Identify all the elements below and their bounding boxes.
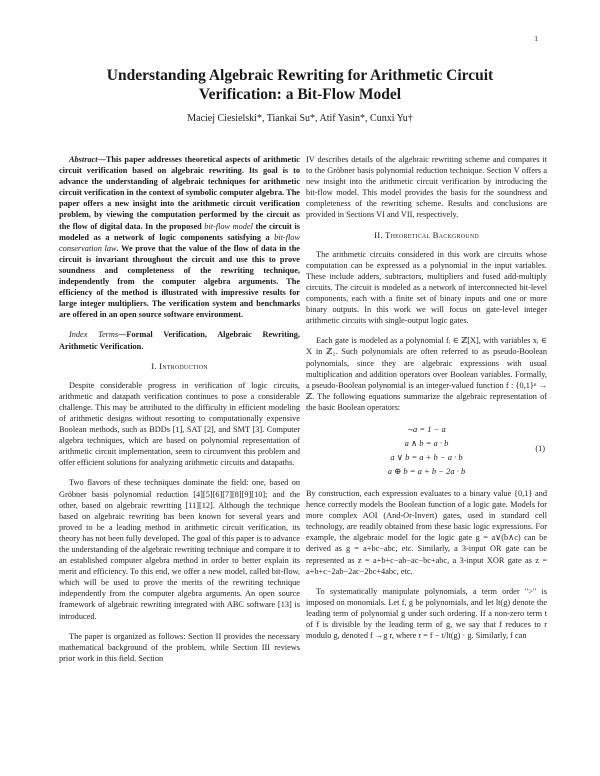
equation: ¬a = 1 − a xyxy=(407,423,446,434)
abstract-text-3: . We prove that the value of the flow of data in the circuit is invariant throughout the circuit and use this to prove soundness and completeness of the rewriting technique, independently from the computer algebra arguments. The efficiency of the method is illustrated with impressive results for large integer multipliers. The verification system and benchmarks are offered in an open source software environment. xyxy=(59,243,300,320)
paragraph: The arithmetic circuits considered in this work are circuits whose computation can be expressed as a polynomial in the input variables. These include adders, subtractors, multipliers and fused add-multiply circuits. The circuit is modeled as a network of interconnected bit-level components, each with a finite set of binary inputs and one or more binary outputs. In this work we will focus on gate-level integer arithmetic circuits with single-output logic gates. xyxy=(306,249,547,326)
paragraph: By construction, each expression evaluates to a binary value {0,1} and hence correctly models the Boolean function of a logic gate. Models for more complex AOI (And-Or-Invert) gates, used in standard cell technology, are readily obtained from these basic logic expressions. For example, the algebraic model for the logic gate g = a∨(b∧c) can be derived as g = a+bc−abc, etc. Similarly, a 3-input OR gate can be represented as z = a+b+c−ab−ac−bc+abc, a 3-input XOR gate as z = a+b+c−2ab−2ac−2bc+4abc, etc. xyxy=(306,488,547,576)
author-list: Maciej Ciesielski*, Tiankai Su*, Atif Yasin*, Cunxi Yu† xyxy=(187,113,413,124)
right-column xyxy=(306,154,547,650)
abstract-text-2: the circuit is modeled as a network of logic components satisfying a xyxy=(59,221,300,242)
abstract-label: Abstract xyxy=(69,155,98,164)
paragraph: The paper is organized as follows: Section II provides the necessary mathematical background of the problem, while Section III reviews prior work in this field. Section xyxy=(59,631,300,663)
index-terms-text: —Formal Verification, Algebraic Rewriting, Arithmetic Verification. xyxy=(59,330,301,351)
paper-title: Understanding Algebraic Rewriting for Arithmetic Circuit Verification: a Bit-Flow Model xyxy=(106,67,494,103)
paragraph: To systematically manipulate polynomials, a term order ">" is imposed on monomials. Let f, g be polynomials, and let lt(g) denote the leading term of polynomial g under such ordering. If a non-zero term t of f is divisible by the leading term of g, we say that f reduces to r modulo g, denoted f →g r, where r = f − t/lt(g) · g. Similarly, f can xyxy=(306,586,547,641)
paragraph: Two flavors of these techniques dominate the field: one, based on Gröbner basis polynomial reduction [4][5][6][7][8][9][10]; and the other, based on algebraic rewriting [11][12]. Although the technique based on algebraic rewriting has been known for several years and proved to be a leading method in arithmetic circuit verification, its theory has not been fully developed. The goal of this paper is to advance the understanding of the algebraic rewriting technique and compare it to an established computer algebra method in order to better explain its merit and efficiency. To this end, we offer a new model, called bit-flow, which will be used to prove the merits of the rewriting technique independently from the computer algebra arguments. An open source framework of algebraic rewriting integrated with ABC software [13] is introduced. xyxy=(59,478,300,621)
equation-number: (1) xyxy=(535,443,545,453)
left-column xyxy=(59,154,300,673)
paragraph: Despite considerable progress in verification of logic circuits, arithmetic and datapath verification continues to pose a considerable challenge. This may be attributed to the difficulty in efficient modeling of arithmetic designs without resorting to computationally expensive Boolean methods, such as BDDs [1], SAT [2], and SMT [3]. Computer algebra techniques, which are based on polynomial representation of arithmetic circuit implementation, seem to circumvent this problem and offer efficient solutions for analyzing arithmetic circuits and datapaths. xyxy=(59,380,300,468)
abstract-emphasis-1: bit-flow model xyxy=(204,221,253,231)
equation: a ∨ b = a + b − a · b xyxy=(390,451,463,462)
equation: a ⊕ b = a + b − 2a · b xyxy=(387,465,466,476)
abstract-text-1: —This paper addresses theoretical aspects of arithmetic circuit verification based on algebraic rewriting. Its goal is to advance the understanding of algebraic techniques for arithmetic circuit verification in the context of symbolic computer algebra. The paper offers a new insight into the arithmetic circuit verification problem, by viewing the computation performed by the circuit as the flow of digital data. In the proposed xyxy=(59,155,300,231)
section-heading-introduction: I. Introduction xyxy=(151,360,208,371)
equation: a ∧ b = a · b xyxy=(404,437,449,448)
index-terms-label: Index Terms xyxy=(69,330,119,340)
page-number: 1 xyxy=(534,34,538,43)
index-terms xyxy=(59,329,300,351)
section-heading-background: II. Theoretical Background xyxy=(374,229,479,240)
paragraph: IV describes details of the algebraic rewriting scheme and compares it to the Gröbner basis polynomial reduction technique. Section V offers a new insight into the arithmetic circuit verification by introducing the bit-flow model. This model provides the basis for the soundness and completeness of the rewriting scheme. Results and conclusions are provided in Sections VI and VII, respectively. xyxy=(306,155,547,220)
abstract-emphasis-2: bit-flow conservation law xyxy=(59,232,300,253)
abstract xyxy=(59,154,300,320)
paragraph: Each gate is modeled as a polynomial fᵢ ∈ ℤ[X], with variables xᵢ ∈ X in ℤ₂. Such polynomials are often referred to as pseudo-Boolean polynomials, since they are algebraic expressions with usual multiplication and addition operators over Boolean variables. Formally, a pseudo-Boolean polynomial is an integer-valued function f : {0,1}ⁿ → ℤ. The following equations summarize the algebraic representation of the basic Boolean operators: xyxy=(306,336,547,412)
equation-block xyxy=(306,422,547,478)
